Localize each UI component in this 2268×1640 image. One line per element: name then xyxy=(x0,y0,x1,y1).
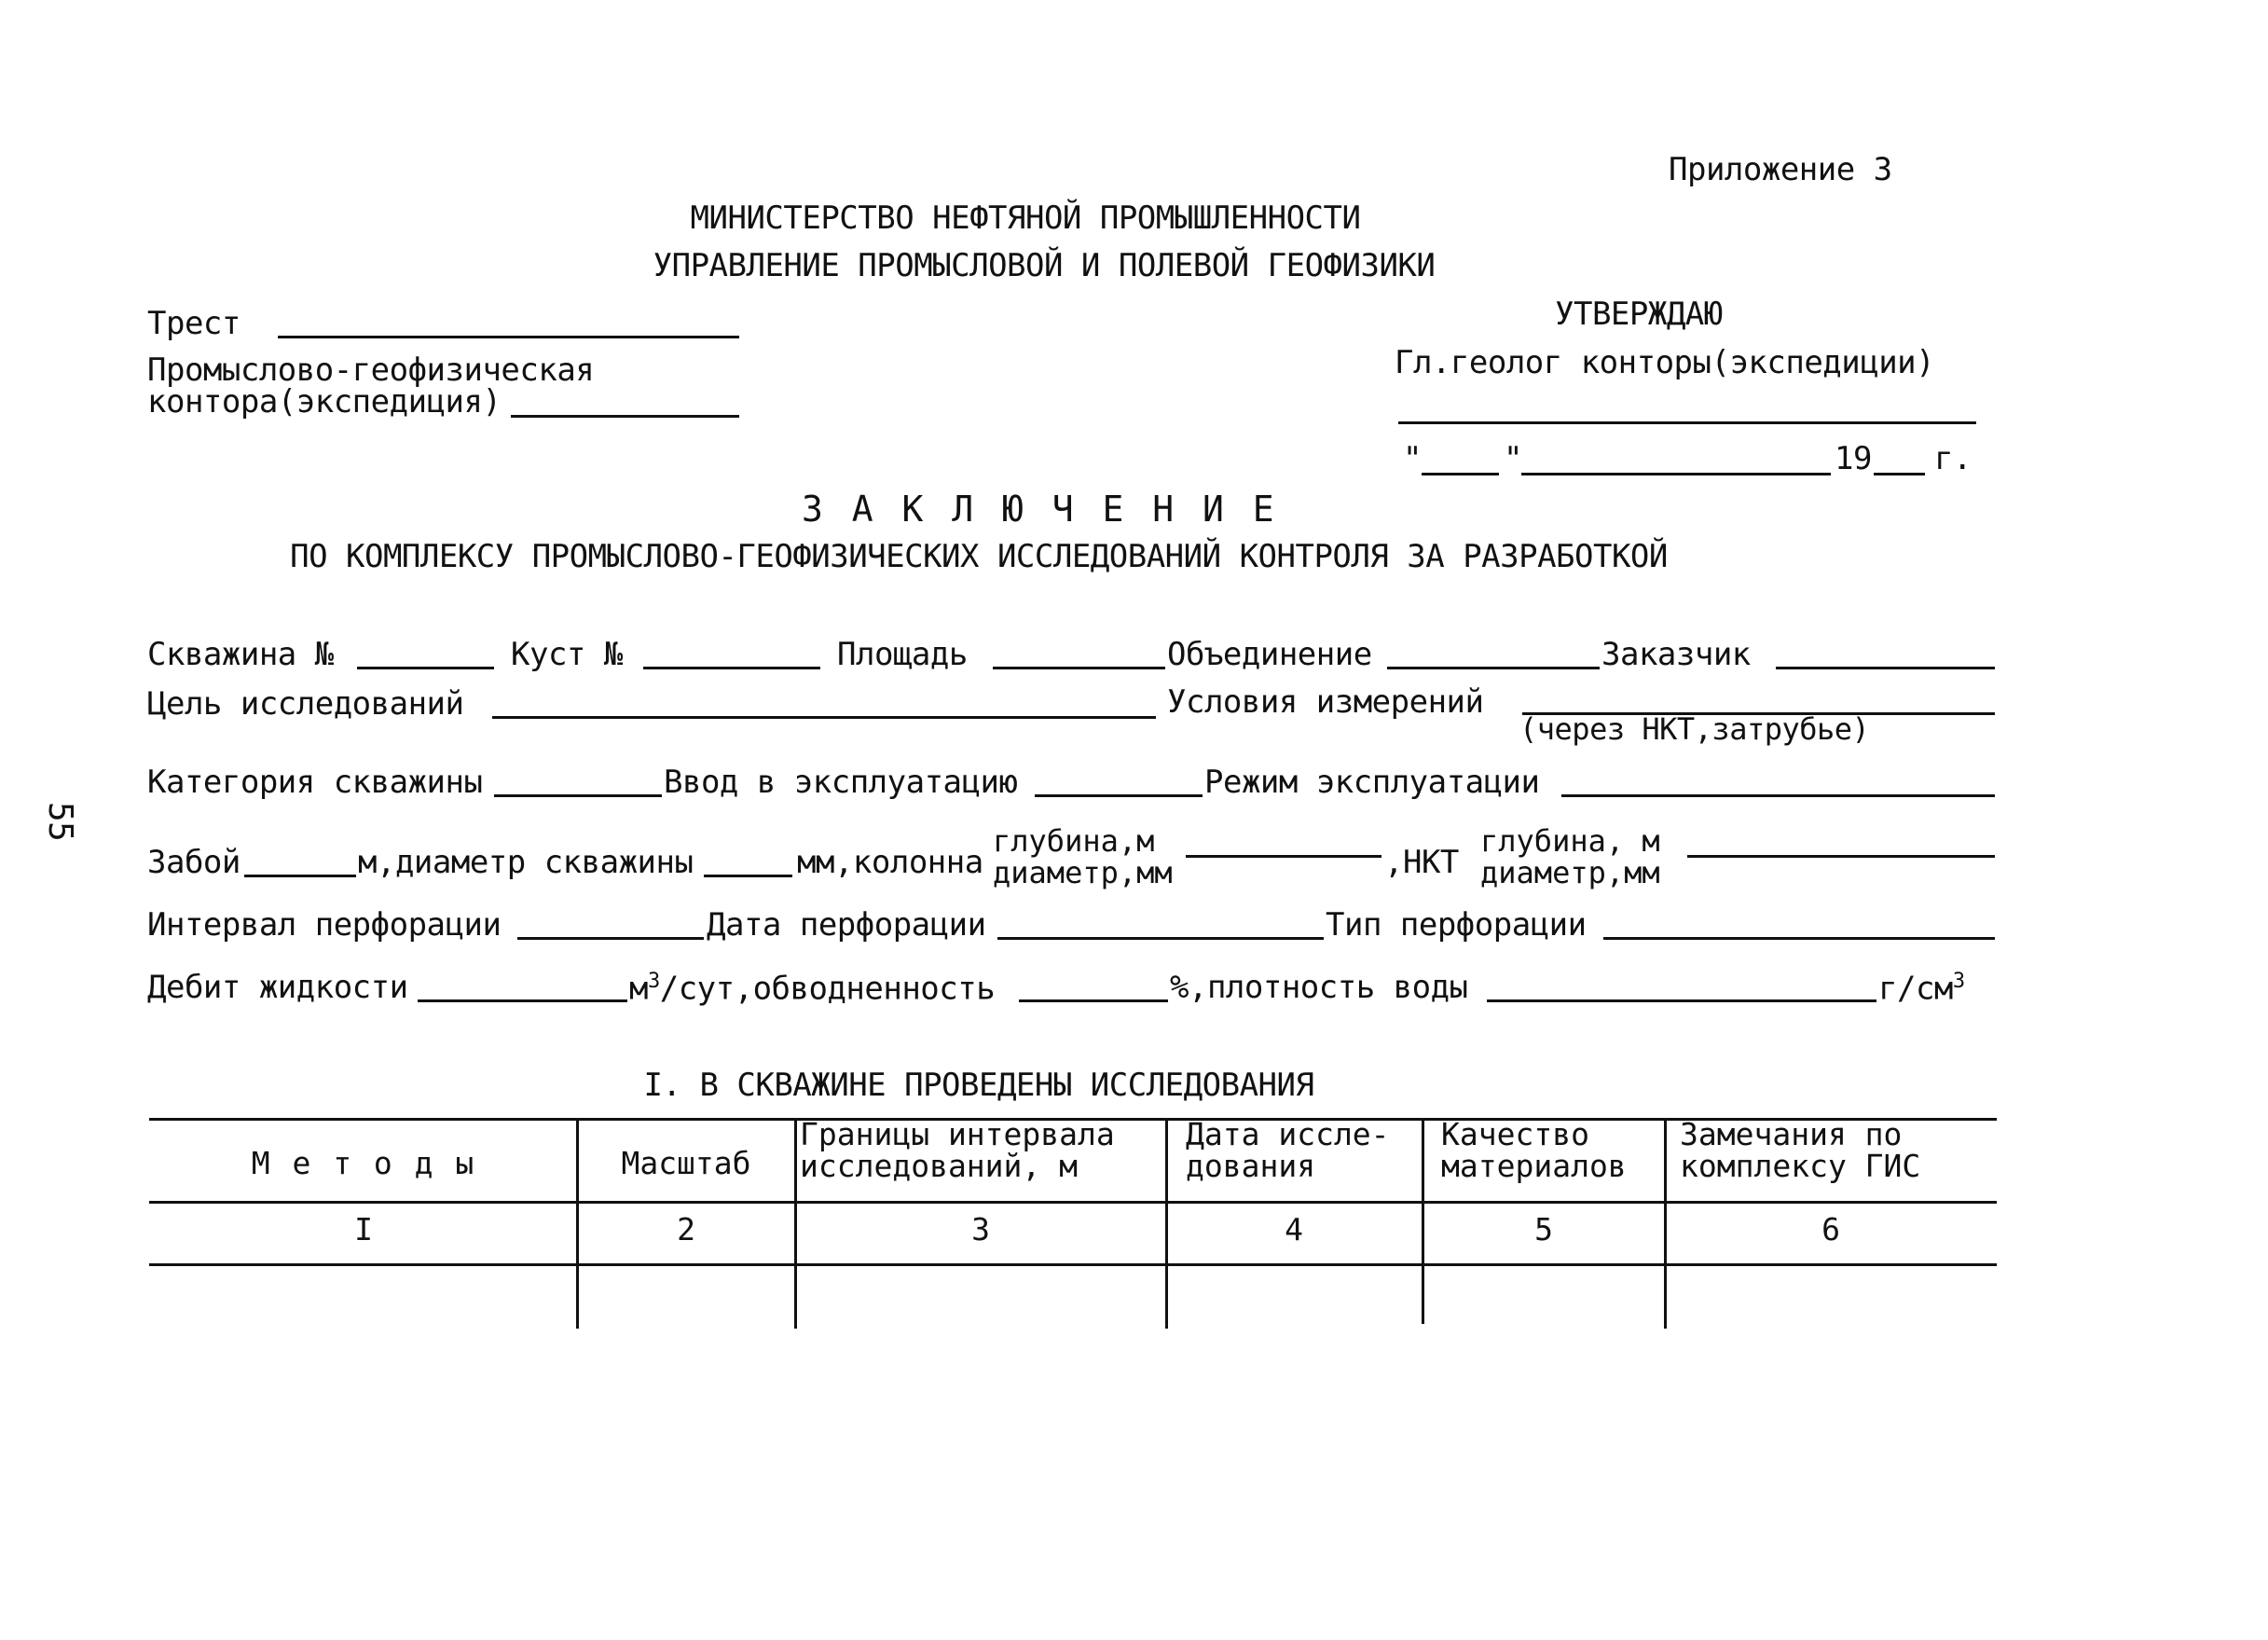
perf-type-field[interactable] xyxy=(1603,937,1995,940)
area-label: Площадь xyxy=(837,636,968,673)
flow-unit-label: $м^3/сут,обводненность$ xyxy=(629,970,996,1008)
office-label-line2: контора(экспедиция) xyxy=(147,383,502,420)
table-number-6: 6 xyxy=(1821,1211,1840,1247)
table-col-divider-5 xyxy=(1664,1118,1667,1329)
table-header-date: Дата иссле- дования xyxy=(1186,1116,1390,1184)
cluster-label: Куст № xyxy=(511,636,623,673)
category-field[interactable] xyxy=(494,794,662,797)
purpose-field[interactable] xyxy=(492,716,1156,719)
approval-quote-close: " xyxy=(1504,440,1522,477)
table-header-methods: М е т о д ы xyxy=(251,1145,476,1181)
customer-field[interactable] xyxy=(1776,667,1995,669)
table-header-remarks: Замечания по комплексу ГИС xyxy=(1680,1116,1921,1184)
customer-label: Заказчик xyxy=(1601,636,1751,673)
water-density-label: %,плотность воды xyxy=(1170,969,1468,1006)
nkt-field[interactable] xyxy=(1687,855,1995,858)
department-heading: УПРАВЛЕНИЕ ПРОМЫСЛОВОЙ И ПОЛЕВОЙ ГЕОФИЗИКИ xyxy=(653,247,1436,284)
mode-label: Режим эксплуатации xyxy=(1204,764,1540,801)
approval-quote-open: " xyxy=(1403,440,1422,477)
purpose-label: Цель исследований xyxy=(147,685,464,723)
column-diameter-label: диаметр,мм xyxy=(993,855,1173,890)
approval-month-line[interactable] xyxy=(1521,473,1831,475)
table-col-divider-4 xyxy=(1422,1118,1424,1324)
table-header-interval: Границы интервала исследований, м xyxy=(800,1116,1115,1184)
table-header-quality: Качество материалов xyxy=(1441,1116,1627,1184)
conditions-hint: (через НКТ,затрубье) xyxy=(1519,711,1870,747)
table-number-2: 2 xyxy=(677,1211,695,1247)
well-diameter-field[interactable] xyxy=(704,875,792,877)
table-number-1: I xyxy=(354,1211,373,1247)
table-number-3: 3 xyxy=(971,1211,990,1247)
nkt-label: ,НКТ xyxy=(1384,844,1459,881)
trust-field-line[interactable] xyxy=(278,336,739,338)
approval-day-line[interactable] xyxy=(1422,473,1499,475)
approval-position: Гл.геолог конторы(экспедиции) xyxy=(1395,344,1935,381)
bottom-label: Забой xyxy=(147,844,241,881)
table-col-divider-1 xyxy=(576,1118,579,1329)
approval-signature-line[interactable] xyxy=(1398,421,1976,424)
area-field[interactable] xyxy=(993,667,1165,669)
perf-interval-field[interactable] xyxy=(517,937,704,940)
approval-year-suffix: г. xyxy=(1934,440,1972,477)
nkt-diameter-label: диаметр,мм xyxy=(1480,855,1660,890)
bottom-unit-label: м,диаметр скважины xyxy=(358,844,694,881)
association-field[interactable] xyxy=(1387,667,1600,669)
perf-type-label: Тип перфорации xyxy=(1326,906,1587,944)
table-col-divider-3 xyxy=(1165,1118,1168,1329)
page-number: 55 xyxy=(41,802,79,842)
density-unit-label: $г/см^3$ xyxy=(1878,970,1965,1008)
water-density-field[interactable] xyxy=(1487,999,1876,1002)
approval-year-prefix: 19 xyxy=(1835,440,1872,477)
table-number-rule xyxy=(149,1263,1997,1266)
office-field-line[interactable] xyxy=(511,415,739,418)
approval-title: УТВЕРЖДАЮ xyxy=(1555,296,1723,333)
table-header-rule xyxy=(149,1201,1997,1204)
commissioning-label: Ввод в эксплуатацию xyxy=(664,764,1018,801)
table-number-4: 4 xyxy=(1285,1211,1303,1247)
office-label-line1: Промыслово-геофизическая xyxy=(147,351,595,389)
bottom-field[interactable] xyxy=(244,875,356,877)
document-title: З А К Л Ю Ч Е Н И Е xyxy=(802,489,1278,530)
category-label: Категория скважины xyxy=(147,764,483,801)
perf-date-label: Дата перфорации xyxy=(707,906,986,944)
ministry-heading: МИНИСТЕРСТВО НЕФТЯНОЙ ПРОМЫШЛЕННОСТИ xyxy=(690,200,1361,237)
column-depth-diameter-labels xyxy=(993,825,1173,889)
well-field[interactable] xyxy=(357,667,494,669)
flow-rate-label: Дебит жидкости xyxy=(147,969,408,1006)
perf-interval-label: Интервал перфорации xyxy=(147,906,502,944)
mode-field[interactable] xyxy=(1561,794,1995,797)
cluster-field[interactable] xyxy=(643,667,820,669)
table-header-scale: Масштаб xyxy=(621,1145,751,1181)
nkt-depth-diameter-labels xyxy=(1480,825,1660,889)
approval-year-line[interactable] xyxy=(1874,473,1925,475)
trust-label: Трест xyxy=(147,305,241,342)
nkt-depth-label: глубина, м xyxy=(1480,823,1660,859)
section-title: I. В СКВАЖИНЕ ПРОВЕДЕНЫ ИССЛЕДОВАНИЯ xyxy=(643,1067,1314,1104)
appendix-label: Приложение 3 xyxy=(1669,151,1892,188)
conditions-label: Условия измерений xyxy=(1167,683,1484,721)
table-col-divider-2 xyxy=(794,1118,797,1329)
water-cut-field[interactable] xyxy=(1019,999,1168,1002)
well-label: Скважина № xyxy=(147,636,334,673)
commissioning-field[interactable] xyxy=(1035,794,1203,797)
association-label: Объединение xyxy=(1167,636,1372,673)
column-unit-label: мм,колонна xyxy=(797,844,983,881)
perf-date-field[interactable] xyxy=(997,937,1324,940)
column-field[interactable] xyxy=(1186,855,1381,858)
column-depth-label: глубина,м xyxy=(993,823,1155,859)
table-number-5: 5 xyxy=(1534,1211,1553,1247)
document-subtitle: ПО КОМПЛЕКСУ ПРОМЫСЛОВО-ГЕОФИЗИЧЕСКИХ ИССЛЕДОВАНИЙ КОНТРОЛЯ ЗА РАЗРАБОТКОЙ xyxy=(290,538,1668,575)
flow-rate-field[interactable] xyxy=(418,999,627,1002)
